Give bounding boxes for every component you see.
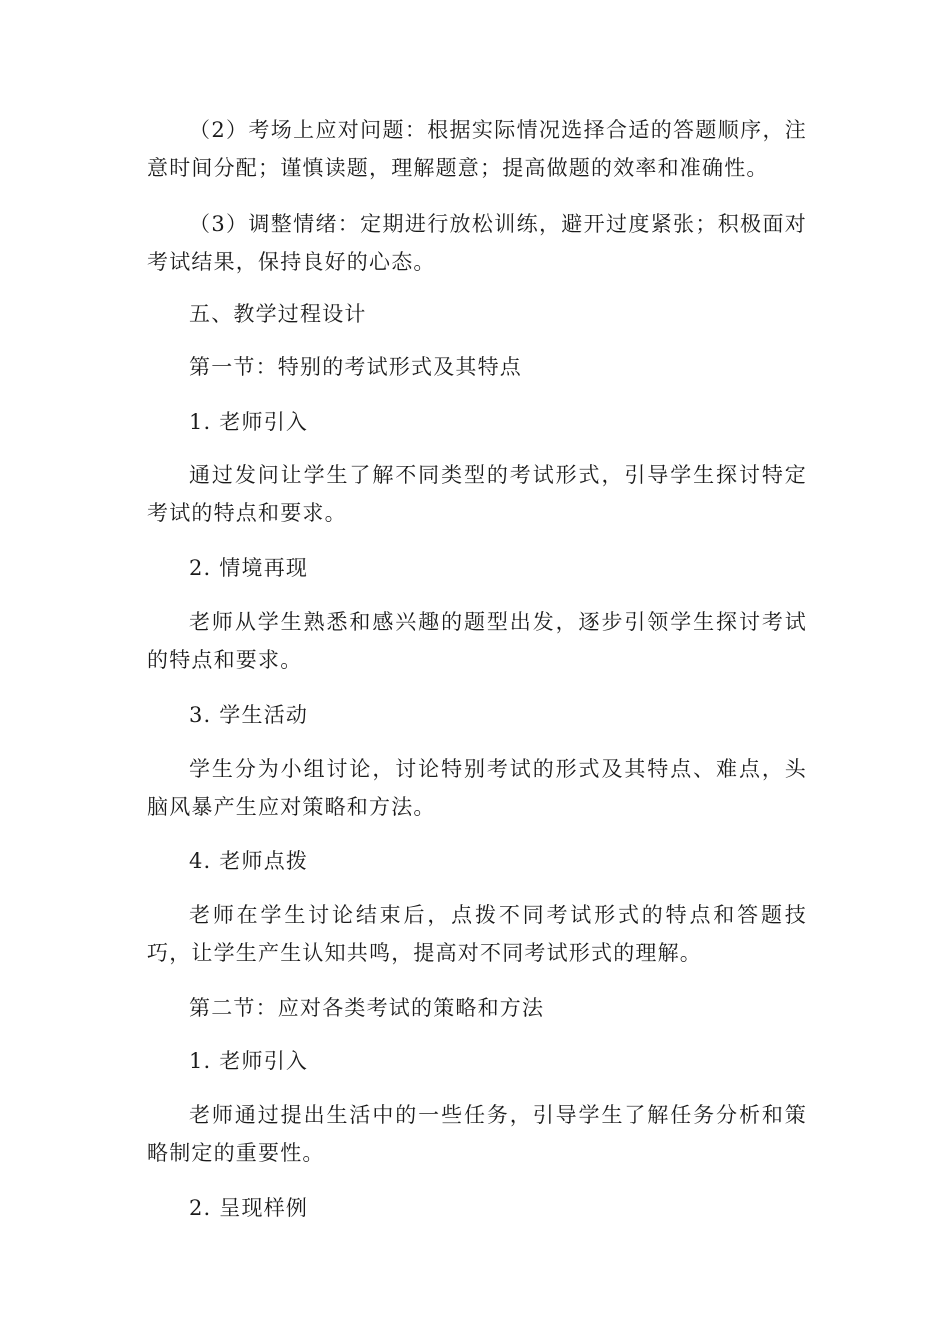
section-heading-teaching-process: 五、教学过程设计 [189, 302, 367, 326]
step-heading-1-2: 2. 情境再现 [189, 556, 309, 580]
paragraph-step-2-1: 老师通过提出生活中的一些任务，引导学生了解任务分析和策略制定的重要性。 [147, 1103, 807, 1165]
step-heading-1-3: 3. 学生活动 [189, 703, 309, 727]
step-heading-2-2: 2. 呈现样例 [189, 1196, 309, 1220]
paragraph-emotion-adjust: （3）调整情绪：定期进行放松训练，避开过度紧张；积极面对考试结果，保持良好的心态。 [147, 212, 807, 274]
step-heading-1-1: 1. 老师引入 [189, 410, 309, 434]
paragraph-step-1-1: 通过发问让学生了解不同类型的考试形式，引导学生探讨特定考试的特点和要求。 [147, 463, 807, 525]
step-heading-2-1: 1. 老师引入 [189, 1049, 309, 1073]
paragraph-step-1-2: 老师从学生熟悉和感兴趣的题型出发，逐步引领学生探讨考试的特点和要求。 [147, 610, 807, 672]
step-heading-1-4: 4. 老师点拨 [189, 849, 309, 873]
lesson-heading-1: 第一节：特别的考试形式及其特点 [189, 355, 522, 379]
lesson-heading-2: 第二节：应对各类考试的策略和方法 [189, 996, 545, 1020]
paragraph-exam-strategy: （2）考场上应对问题：根据实际情况选择合适的答题顺序，注意时间分配；谨慎读题，理解题意；提高做题的效率和准确性。 [147, 118, 807, 180]
paragraph-step-1-4: 老师在学生讨论结束后，点拨不同考试形式的特点和答题技巧，让学生产生认知共鸣，提高对不同考试形式的理解。 [147, 903, 807, 965]
paragraph-step-1-3: 学生分为小组讨论，讨论特别考试的形式及其特点、难点，头脑风暴产生应对策略和方法。 [147, 757, 807, 819]
